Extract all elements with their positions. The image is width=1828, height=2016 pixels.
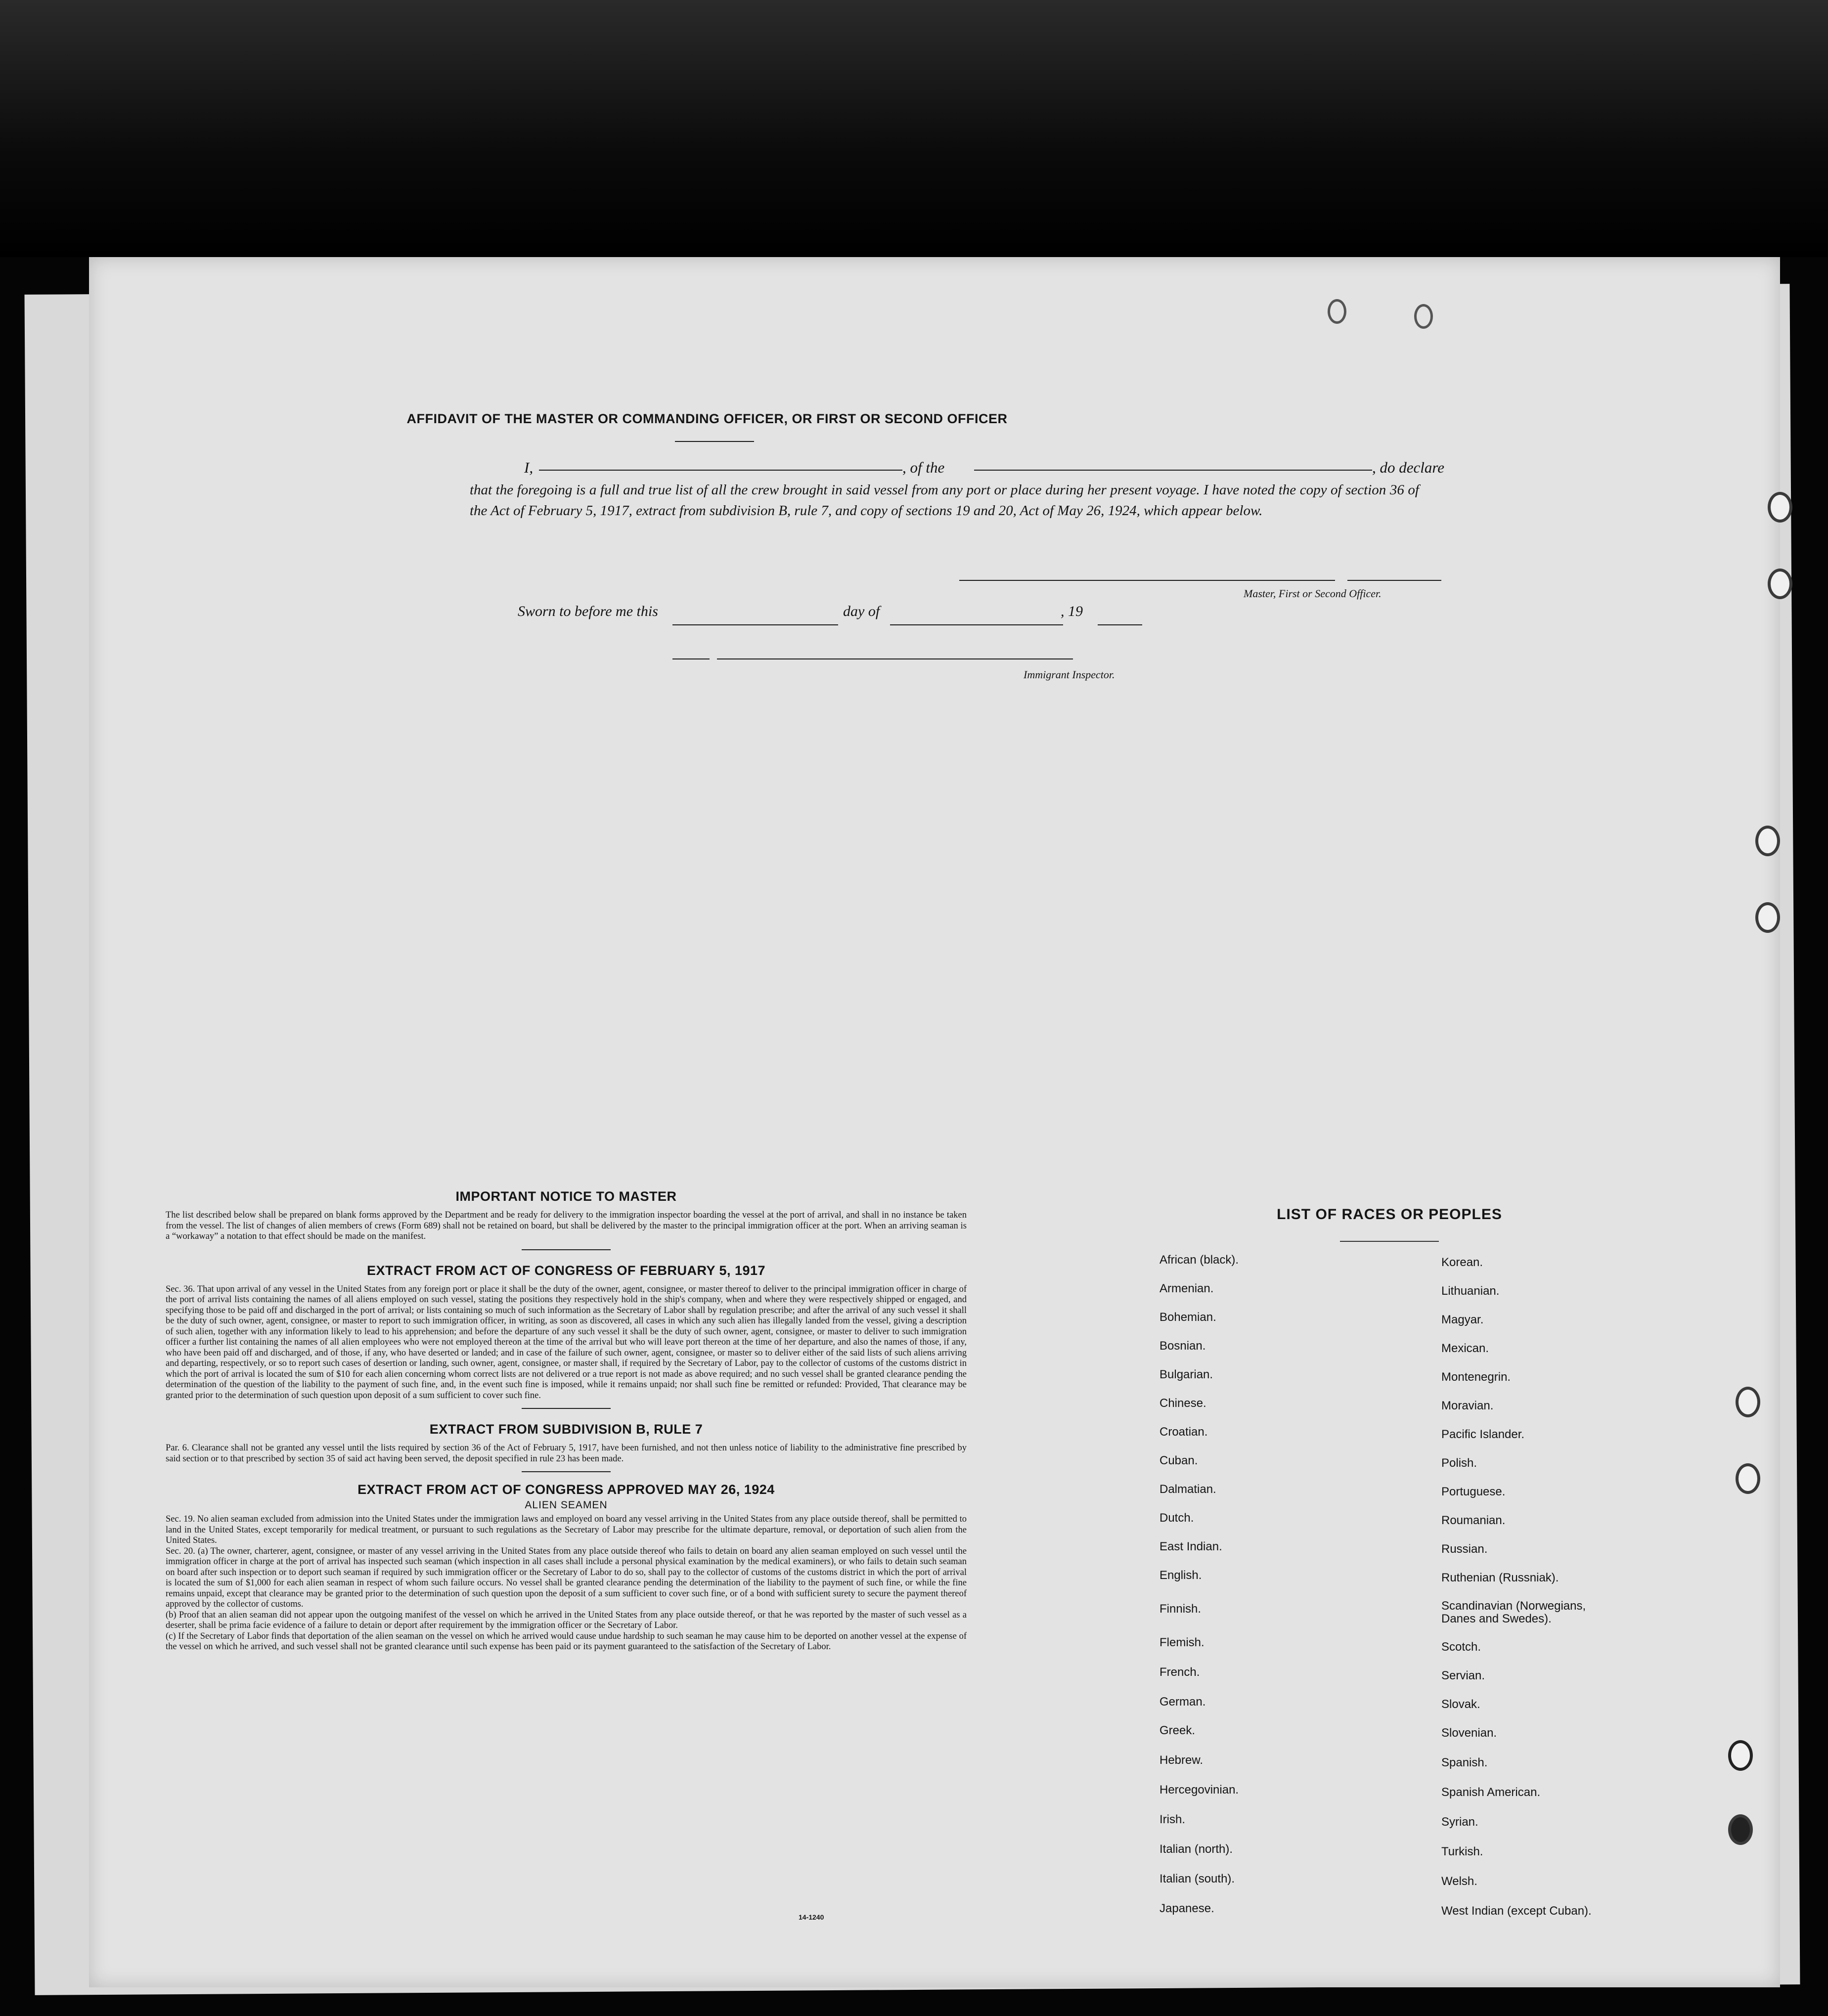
race-item: Lithuanian. [1441,1284,1500,1298]
binder-hole-icon [1736,1387,1760,1417]
alien-seamen-subtitle: ALIEN SEAMEN [525,1499,608,1511]
race-item: Italian (north). [1159,1842,1233,1856]
race-item: Bohemian. [1159,1311,1216,1324]
sec20b-text: (b) Proof that an alien seaman did not appear upon the outgoing manifest of the vessel on which he arrived in the United States from any place outside thereof, or that he was reported by the master of such vessel as a deserter, shall be prima facie evidence of a failure to detain or deport after requirement by the immigration officer or the Secretary of Labor. [166,1610,967,1630]
inspector-line [717,658,1073,659]
binder-hole-icon [1728,1740,1753,1771]
race-item: Pacific Islander. [1441,1428,1525,1441]
sworn-month-line [890,624,1063,625]
form-number: 14-1240 [799,1913,824,1921]
race-item: Japanese. [1159,1902,1214,1915]
binder-hole-icon [1755,902,1780,933]
rule7-title: EXTRACT FROM SUBDIVISION B, RULE 7 [429,1422,703,1437]
vessel-name-line [974,470,1372,471]
race-item: French. [1159,1665,1200,1679]
section-divider [522,1408,611,1409]
inspector-caption: Immigrant Inspector. [1024,668,1115,681]
race-item: Turkish. [1441,1845,1483,1858]
race-item: East Indian. [1159,1540,1222,1553]
title-underline [675,441,754,442]
section-divider [522,1471,611,1472]
race-item: Slovenian. [1441,1726,1497,1740]
affidavit-i-label: I, [524,459,534,476]
section-divider [522,1249,611,1250]
race-item: Armenian. [1159,1282,1214,1295]
race-item: Syrian. [1441,1815,1478,1829]
sec19-text: Sec. 19. No alien seaman excluded from admission into the United States under the immigration laws and employed on board any vessel arriving in the United States from any place outside thereof, shall be permitted to land in the United States, except temporarily for medical treatment, or pursuant to such regulations as the Secretary of Labor may prescribe for the ultimate departure, removal, or deportation of such alien from the United States. [166,1514,967,1545]
extract-1924-title: EXTRACT FROM ACT OF CONGRESS APPROVED MAY 26, 1924 [357,1482,775,1497]
race-item: Roumanian. [1441,1514,1506,1527]
affidavit-title: AFFIDAVIT OF THE MASTER OR COMMANDING OFFICER, OR FIRST OR SECOND OFFICER [406,411,1008,426]
race-item: Hebrew. [1159,1753,1204,1767]
race-item: Bulgarian. [1159,1368,1213,1381]
binder-hole-icon [1768,492,1792,523]
notice-column [166,1189,967,1653]
race-item: Dutch. [1159,1511,1194,1525]
binder-hole-icon [1755,826,1780,856]
race-item: Scandinavian (Norwegians, Danes and Swedes). [1441,1599,1586,1625]
binder-hole-icon [1728,1814,1753,1845]
signature-caption: Master, First or Second Officer. [1244,587,1382,600]
stamp-hole-icon [1414,304,1433,329]
race-item: Spanish American. [1441,1786,1541,1799]
race-item: Servian. [1441,1669,1485,1682]
inspector-line-start [672,658,710,659]
extract-1917-text: Sec. 36. That upon arrival of any vessel in the United States from any foreign port or place it shall be the duty of the owner, agent, consignee, or master thereof to deliver to the principal immigration officer in charge of the port of arrival lists containing the names of all aliens employed on such vessel, stating the positions they respectively hold in the ship's company, when and where they were respectively shipped or engaged, and specifying those to be paid off and discharged in the port of arrival; or lists containing so much of such information as the Secretary of Labor shall by regulation prescribe; and after the arrival of any such vessel it shall be the duty of such owner, agent, consignee, or master to report to such immigration officer, in writing, as soon as discovered, all cases in which any such alien has illegally landed from the vessel, giving a description of such alien, together with any information likely to lead to his apprehension; and before the departure of any such vessel it shall be the duty of such owner, agent, consignee, or master to deliver to such immigration officer a further list containing the names of all alien employees who were not employed thereon at the time of the arrival but who will leave port thereon at the time of her departure, and also the names of those, if any, who have been paid off and discharged, and of those, if any, who have deserted or landed; and in case of the failure of such owner, agent, consignee, or master so to deliver either of the said lists of such aliens arriving and departing, respectively, or so to report such cases of desertion or landing, such owner, agent, consignee, or master shall, if required by the Secretary of Labor, pay to the collector of customs of the customs district in which the port of arrival is located the sum of $10 for each alien concerning whom correct lists are not delivered or a true report is not made as above required; and no such vessel shall be granted clearance pending the determination of the question of the liability to the payment of such fine, and, in the event such fine is imposed, while it remains unpaid; nor shall such fine be remitted or refunded: Provided, That clearance may be granted prior to the determination of such question upon deposit of a sum sufficient to cover such fine. [166,1284,967,1401]
rule7-text: Par. 6. Clearance shall not be granted any vessel until the lists required by section 36 of the Act of February 5, 1917, have been furnished, and not then unless notice of liability to the administrative fine prescribed by said section or to that prescribed by section 35 of said act having been served, the deposit specified in rule 23 has been made. [166,1443,967,1464]
race-item: Ruthenian (Russniak). [1441,1571,1559,1584]
race-item: Hercegovinian. [1159,1783,1239,1797]
day-of-label: day of [843,603,880,619]
race-item: Bosnian. [1159,1339,1206,1353]
race-item: Polish. [1441,1456,1477,1470]
race-item: Mexican. [1441,1342,1489,1355]
race-item: African (black). [1159,1253,1239,1267]
race-item: German. [1159,1695,1206,1709]
race-item: Scotch. [1441,1640,1481,1654]
sec20a-text: Sec. 20. (a) The owner, charterer, agent, consignee, or master of any vessel arriving in the United States from any place outside thereof who fails to detain on board any alien seaman employed on such vessel until the immigration officer in charge at the port of arrival has inspected such seaman (which inspection in all cases shall include a personal physical examination by the medical examiners), or who fails to detain such seaman on board after such inspection or to deport such seaman if required by such immigration officer or the Secretary of Labor to do so, shall pay to the collector of customs of the customs district in which the port of arrival is located the sum of $1,000 for each alien seaman in respect of whom such failure occurs. No vessel shall be granted clearance pending the determination of the liability to the payment of such fine, or while the fine remains unpaid, except that clearance may be granted prior to the determination of such question upon the deposit of a sum sufficient to cover such fine, or of a bond with sufficient surety to secure the payment thereof approved by the collector of customs. [166,1546,967,1609]
race-item: Irish. [1159,1813,1186,1826]
race-item: Cuban. [1159,1454,1198,1467]
affidavit-of-the-label: , of the [902,459,945,476]
race-item: West Indian (except Cuban). [1441,1904,1592,1918]
race-item: Montenegrin. [1441,1370,1511,1384]
race-item: Flemish. [1159,1636,1204,1649]
sworn-year-line [1098,624,1142,625]
race-item: Portuguese. [1441,1485,1506,1498]
stamp-hole-icon [1328,299,1346,324]
notice-title: IMPORTANT NOTICE TO MASTER [455,1189,677,1204]
race-item: Dalmatian. [1159,1483,1216,1496]
race-item: Finnish. [1159,1602,1202,1616]
affidavit-declare-label: , do declare [1372,459,1445,476]
races-title-underline [1340,1241,1439,1242]
sworn-label: Sworn to before me this [518,603,658,619]
affidavit-body: that the foregoing is a full and true list of all the crew brought in said vessel from any port or place during her present voyage. I have noted the copy of section 36 of the Act of February 5, 1917, extract from subdivision B, rule 7, and copy of sections 19 and 20, Act of May 26, 1924, which appear below. [470,482,1419,519]
race-item: Italian (south). [1159,1872,1235,1885]
race-item: Russian. [1441,1542,1488,1556]
race-item: Moravian. [1441,1399,1494,1412]
race-item: Chinese. [1159,1397,1206,1410]
race-item: Magyar. [1441,1313,1484,1326]
scanner-background [0,0,1828,257]
race-item: Greek. [1159,1724,1196,1737]
race-item: Korean. [1441,1256,1483,1269]
sec20c-text: (c) If the Secretary of Labor finds that deportation of the alien seaman on the vessel on which he arrived would cause undue hardship to such seaman he may cause him to be deported on another vessel at the expense of the vessel on which he arrived, and such vessel shall not be granted clearance until such expense has been paid or its payment guaranteed to the satisfaction of the Secretary of Labor. [166,1631,967,1652]
race-item: Spanish. [1441,1756,1488,1769]
race-item: Welsh. [1441,1875,1477,1888]
master-name-line [539,470,902,471]
sworn-day-line [672,624,838,625]
year-label: , 19 [1061,603,1083,619]
signature-line [959,580,1335,581]
race-item: Slovak. [1441,1698,1480,1711]
race-item: Croatian. [1159,1425,1208,1439]
binder-hole-icon [1736,1463,1760,1494]
form-page [89,257,1780,1987]
races-title: LIST OF RACES OR PEOPLES [1277,1206,1502,1223]
notice-text: The list described below shall be prepared on blank forms approved by the Department and be ready for delivery to the immigration inspector boarding the vessel at the port of arrival, and shall in no instance be taken from the vessel. The list of changes of alien members of crews (Form 689) shall not be retained on board, but shall be delivered by the master to the principal immigration officer at the port. When an arriving seaman is a “workaway” a notation to that effect should be made on the manifest. [166,1210,967,1241]
signature-line-end [1347,580,1441,581]
race-item: English. [1159,1569,1202,1582]
binder-hole-icon [1768,569,1792,599]
extract-1917-title: EXTRACT FROM ACT OF CONGRESS OF FEBRUARY 5, 1917 [366,1263,766,1278]
